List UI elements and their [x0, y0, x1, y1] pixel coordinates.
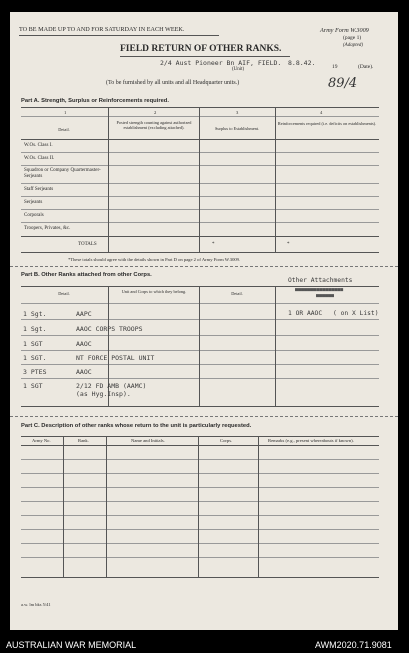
part-a-col-num-4: 4 [320, 110, 323, 115]
part-b-row-2-detail: 1 Sgt. [23, 325, 47, 333]
unit-label: (Unit) [232, 67, 245, 72]
unit-value: 2/4 Aust Pioneer Bn AIF, FIELD. [160, 59, 282, 67]
section-divider-b-c [10, 416, 398, 417]
section-divider-a-b [10, 266, 398, 267]
part-a-col-num-1: 1 [64, 110, 67, 115]
form-paper [10, 12, 398, 630]
part-b-right-row-1-detail: 1 OR AAOC [288, 310, 323, 317]
part-b-col-header-4-struck-2: ■■■■■■ [316, 293, 335, 299]
part-b-row-5-detail: 3 PTES [23, 368, 47, 376]
part-c-col-rank: Rank. [78, 438, 89, 443]
date-year: 19 [332, 64, 338, 70]
part-b-row-3-detail: 1 SGT [23, 340, 43, 348]
part-c-col-remarks: Remarks (e.g., present whereabouts if known). [268, 438, 354, 443]
part-a-col-header-3: Surplus to Establishment. [214, 126, 260, 131]
part-a-col-num-2: 2 [154, 110, 157, 115]
part-b-row-3-unit: AAOC [76, 340, 92, 348]
part-c-heading: Part C. Description of other ranks whose return to the unit is particularly requested. [21, 423, 252, 429]
part-b-col-header-2: Unit and Corps to which they belong. [121, 289, 187, 294]
part-a-row-serjeants: Serjeants [24, 200, 43, 205]
part-b-typed-heading: Other Attachments [288, 277, 353, 284]
handwritten-reference: 89/4 [328, 76, 358, 91]
part-a-col-header-2: Posted strength counting against authorized establishment (excluding attached). [116, 120, 192, 130]
print-code: a.w. lm bks 5/41 [21, 602, 51, 607]
part-b-col-header-1: Detail. [58, 291, 70, 296]
part-a-heading: Part A. Strength, Surplus or Reinforcements required. [21, 98, 169, 104]
part-a-totals-mark-2: * [287, 242, 290, 247]
part-c-col-army-no: Army No. [32, 438, 51, 443]
part-b-right-row-1-unit: ( on X List) [333, 310, 379, 317]
part-b-col-header-3: Detail. [231, 291, 243, 296]
part-b-row-5-unit: AAOC [76, 368, 92, 376]
part-a-totals-label: TOTALS [78, 242, 97, 247]
footer-right: AWM2020.71.9081 [315, 640, 392, 650]
form-number: Army Form W.3009 [320, 27, 369, 34]
part-b-row-6-unit-note: (as Hyg.Insp). [76, 390, 131, 398]
part-a-totals-mark-1: * [212, 242, 215, 247]
title-underline [120, 56, 290, 57]
part-b-row-6-detail: 1 SGT [23, 382, 43, 390]
part-a-col-num-3: 3 [236, 110, 239, 115]
part-c-col-name: Name and Initials. [131, 438, 165, 443]
part-a-row-corporals: Corporals [24, 213, 44, 218]
part-a-row-staff-serjeants: Staff Serjeants [24, 187, 54, 192]
part-a-top-rule [21, 107, 379, 108]
part-b-row-2-unit: AAOC CORPS TROOPS [76, 325, 143, 333]
date-value: 8.8.42. [288, 59, 316, 67]
part-b-row-1-detail: 1 Sgt. [23, 310, 47, 318]
part-a-note: *These totals should agree with the details shown in Part D on page 2 of Army Form W.3009. [68, 257, 241, 262]
part-b-row-6-unit: 2/12 FD AMB (AAMC) [76, 382, 147, 390]
part-a-col-header-4: Reinforcements required (i.e. deficits on establishments). [277, 121, 377, 126]
part-a-col-header-1: Detail. [58, 127, 70, 132]
part-b-row-4-detail: 1 SGT. [23, 354, 47, 362]
form-adapted: (Adapted) [343, 43, 363, 48]
part-b-col-header-4-struck: ■■■■■■■■■■■■■■■■ [295, 287, 344, 293]
form-title: FIELD RETURN OF OTHER RANKS. [120, 44, 282, 54]
part-b-row-4-unit: NT FORCE POSTAL UNIT [76, 354, 155, 362]
top-note-rule [19, 35, 219, 36]
part-b-row-1-unit: AAPC [76, 310, 92, 318]
part-a-row-troopers: Troopers, Privates, &c. [24, 226, 71, 231]
part-a-row-wo1: W.Os. Class I. [24, 143, 53, 148]
footer-left: AUSTRALIAN WAR MEMORIAL [6, 640, 137, 650]
top-note: TO BE MADE UP TO AND FOR SATURDAY IN EACH WEEK. [19, 26, 185, 33]
date-label: (Date). [358, 64, 374, 70]
part-a-row-wo2: W.Os. Class II. [24, 156, 55, 161]
part-a-row-cqms: Squadron or Company Quartermaster-Serjeants [24, 168, 101, 179]
furnish-note: (To be furnished by all units and all Headquarter units.) [106, 80, 240, 86]
form-page: (page 1) [343, 35, 362, 41]
part-b-heading: Part B. Other Ranks attached from other Corps. [21, 272, 152, 278]
part-c-col-corps: Corps. [220, 438, 233, 443]
